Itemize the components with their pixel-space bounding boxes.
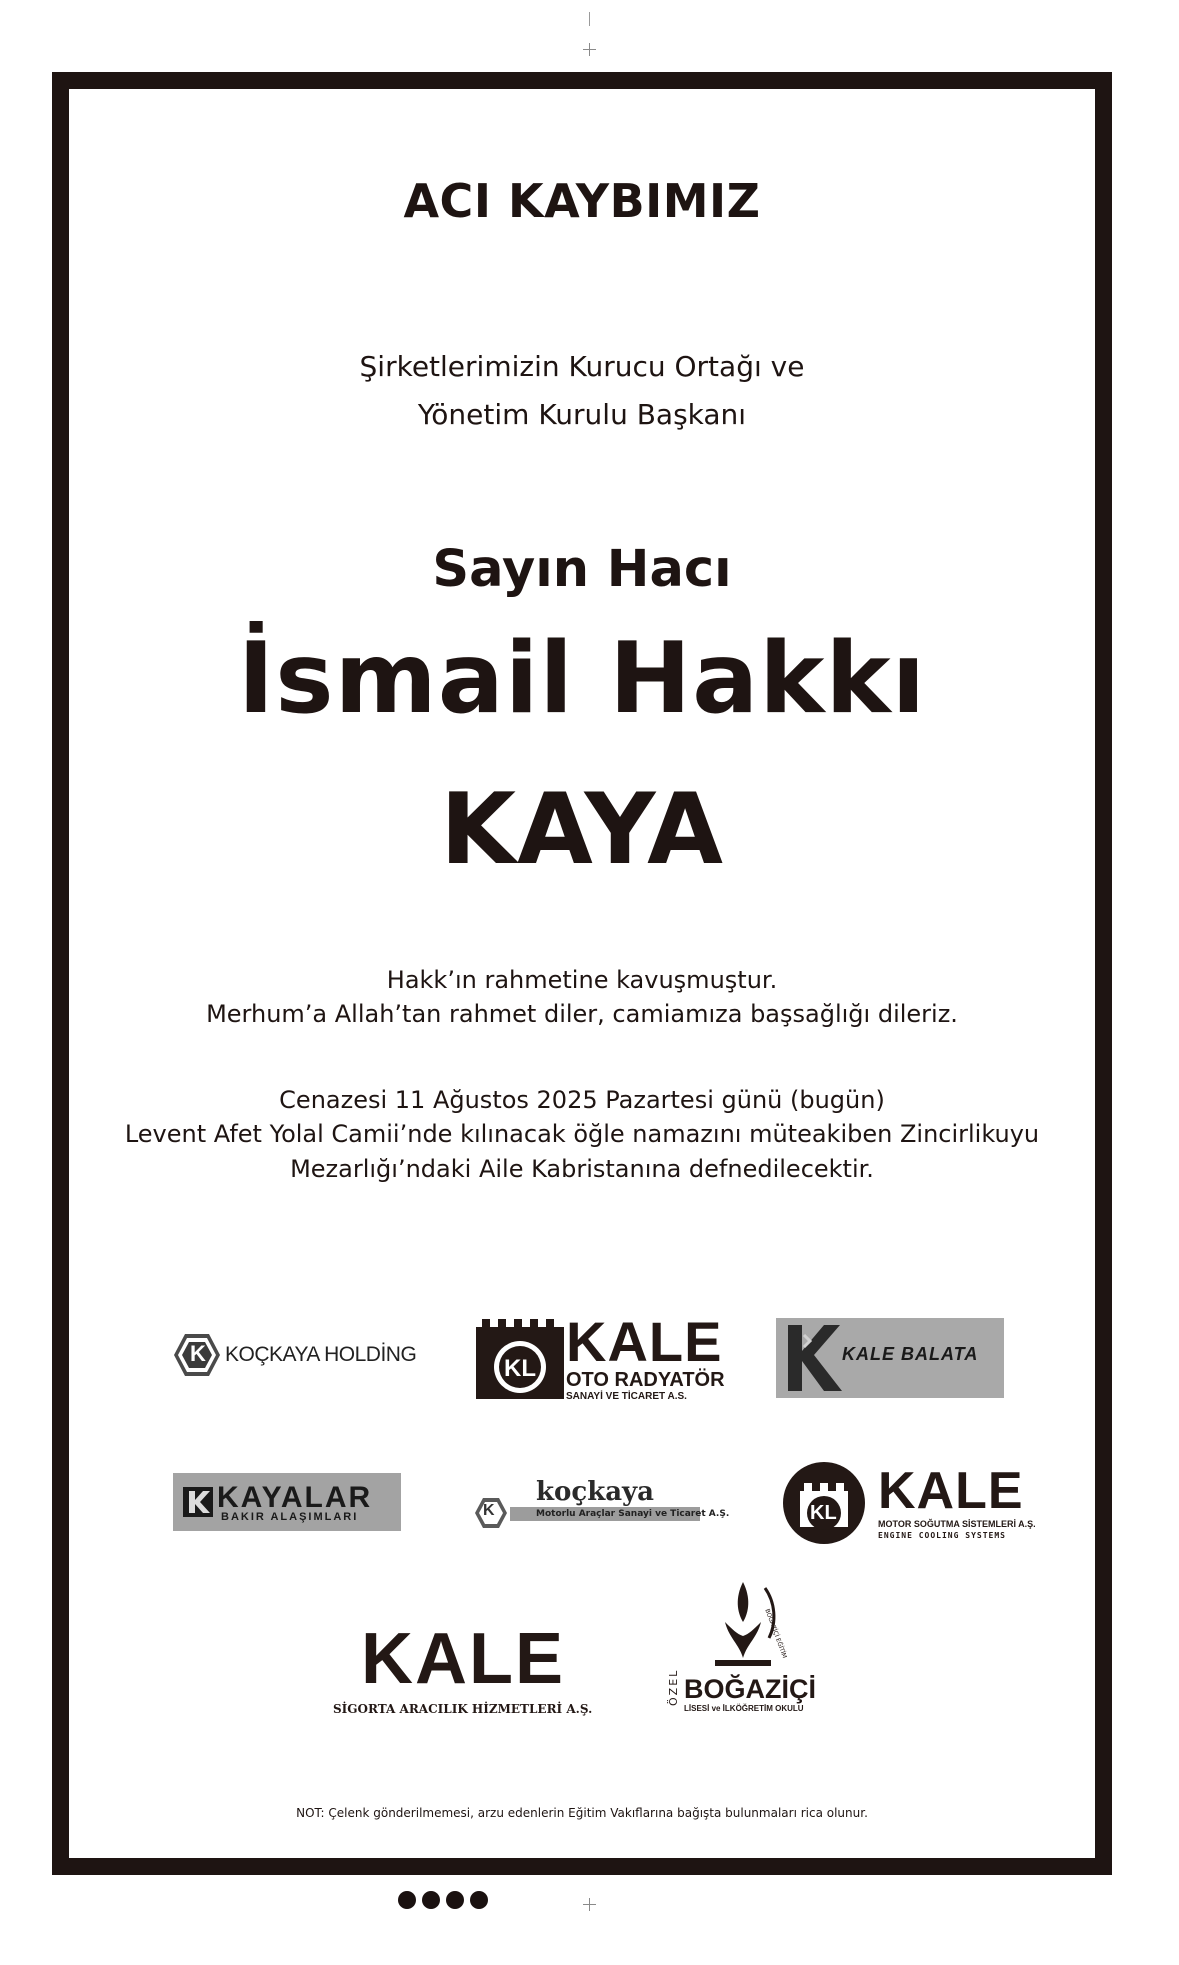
intro-line: Şirketlerimizin Kurucu Ortağı ve — [359, 350, 805, 383]
logo-text: KALE — [566, 1310, 723, 1373]
logo-mark-text: KL — [810, 1502, 837, 1524]
logo-text: BAKIR ALAŞIMLARI — [221, 1511, 359, 1523]
registration-dot — [470, 1891, 488, 1909]
registration-dot — [398, 1891, 416, 1909]
funeral-line: Cenazesi 11 Ağustos 2025 Pazartesi günü (bugün) — [279, 1086, 885, 1114]
funeral-line: Mezarlığı’ndaki Aile Kabristanına defnedilecektir. — [290, 1155, 874, 1183]
logo-text: LİSESİ ve İLKÖĞRETİM OKULU — [684, 1704, 804, 1713]
logo-text: KALE — [361, 1619, 565, 1699]
k-brake-icon — [780, 1321, 850, 1395]
kockaya-holding-logo — [173, 1332, 417, 1378]
deceased-surname: KAYA — [440, 773, 724, 887]
intro-line: Yönetim Kurulu Başkanı — [417, 398, 747, 431]
bogazici-school-logo — [667, 1578, 827, 1718]
message-line: Hakk’ın rahmetine kavuşmuştur. — [386, 966, 778, 994]
kale-balata-logo — [776, 1318, 1004, 1398]
funeral-line: Levent Afet Yolal Camii’nde kılınacak öğle namazını müteakiben Zincirlikuyu — [124, 1120, 1040, 1148]
logo-text: ÖZEL — [667, 1668, 680, 1706]
registration-tick — [589, 12, 590, 26]
kockaya-motorlu-logo — [474, 1477, 730, 1529]
footnote: NOT: Çelenk gönderilmemesi, arzu edenlerin Eğitim Vakıflarına bağışta bulunmaları rica olunur. — [296, 1806, 868, 1820]
registration-dot — [446, 1891, 464, 1909]
salutation: Sayın Hacı — [432, 540, 732, 599]
logo-text: Motorlu Araçlar Sanayi ve Ticaret A.Ş. — [536, 1509, 730, 1519]
logo-text: KALE — [878, 1462, 1024, 1520]
registration-cross-bottom — [583, 1898, 596, 1911]
kale-sigorta-logo — [333, 1619, 593, 1718]
logo-text: SİGORTA ARACILIK HİZMETLERİ A.Ş. — [333, 1702, 593, 1716]
logo-text: ENGINE COOLING SYSTEMS — [878, 1531, 1006, 1540]
logo-text: OTO RADYATÖR — [566, 1369, 725, 1391]
logo-mark-text: K — [190, 1341, 206, 1366]
logo-text: KALE BALATA — [842, 1344, 979, 1364]
kale-oto-radyator-logo — [476, 1310, 725, 1403]
logo-text: SANAYİ VE TİCARET A.S. — [566, 1391, 687, 1402]
logo-text: KAYALAR — [217, 1481, 373, 1514]
logo-text: koçkaya — [536, 1477, 655, 1507]
registration-dot — [422, 1891, 440, 1909]
logo-text: BOĞAZİÇİ — [684, 1674, 816, 1704]
logo-text: KOÇKAYA HOLDİNG — [225, 1343, 417, 1366]
kayalar-logo — [173, 1473, 401, 1531]
logo-mark-text: KL — [504, 1355, 536, 1382]
logo-mark-text: K — [483, 1502, 495, 1519]
logo-text: MOTOR SOĞUTMA SİSTEMLERİ A.Ş. — [878, 1519, 1036, 1529]
heading: ACI KAYBIMIZ — [403, 174, 761, 228]
registration-cross-top — [583, 43, 596, 56]
k-emblem-icon — [183, 1487, 213, 1517]
deceased-first-name: İsmail Hakkı — [237, 622, 927, 736]
message-line: Merhum’a Allah’tan rahmet diler, camiamıza başsağlığı dileriz. — [206, 1000, 958, 1028]
kale-motor-sogutma-logo — [780, 1461, 1036, 1547]
logo-arc-text: BOĞAZİÇİ EĞİTİM — [763, 1608, 788, 1660]
